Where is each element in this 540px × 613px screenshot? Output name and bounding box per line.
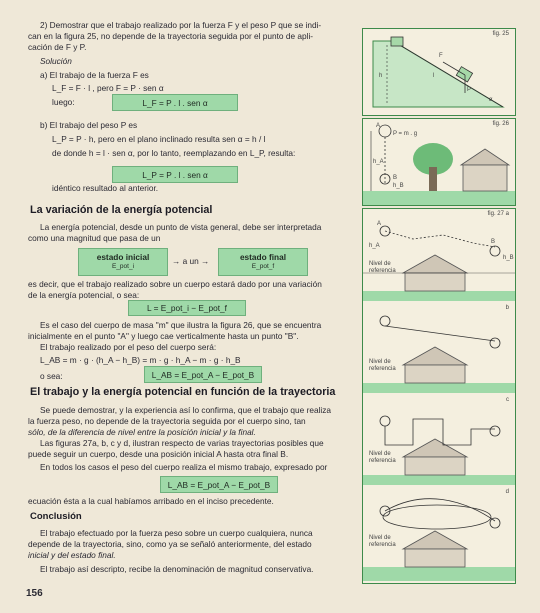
section1-p1-l1: La energía potencial, desde un punto de vista general, debe ser interpretada [40,222,322,232]
part-a-result-box: L_F = P . l . sen α [112,94,238,111]
section1-p2-l1: es decir, que el trabajo realizado sobre un cuerpo estará dado por una variación [28,279,322,289]
box-final-state [218,248,308,276]
section1-p2-l2: de la energía potencial, o sea: [28,290,140,300]
section1-p3-l3: El trabajo realizado por el peso del cuerpo será: [40,342,217,352]
fig27d-referencia: referencia [369,542,396,548]
fig27-sub-b: b [505,305,509,311]
box-initial-title: estado inicial [96,252,150,262]
conclusion-p1-l3: inicial y del estado final. [28,550,116,560]
figure-25 [362,28,516,116]
conclusion-title: Conclusión [30,511,82,522]
section2-p2-l2: puede seguir un cuerpo, desde una posición inicial A hasta otra final B. [28,449,289,459]
fig25-angle: α [489,97,493,103]
fig27-label: fig. 27 a [487,211,509,217]
fig27a-nivel: Nivel de [369,261,391,267]
fig25-height: h [379,73,383,79]
conclusion-p1-l2: depende de la trayectoria, sino, como ya se señaló anteriormente, del estado [28,539,312,549]
work-equation: L_AB = m · g · (h_A − h_B) = m · g · h_A − m · g · h_B [40,355,241,365]
problem2-line1: 2) Demostrar que el trabajo realizado por la fuerza F y el peso P que se indi- [40,20,322,30]
fig26-label: fig. 26 [492,121,509,127]
figure-27 [362,208,516,584]
part-a-luego: luego: [52,97,75,107]
fig27a-height-a: h_A [369,243,380,249]
fig27a-point-a: A [377,221,382,227]
energy-equation-box: L = E_pot_i − E_pot_f [128,300,246,316]
work-result-box: L_AB = E_pot_A − E_pot_B [144,366,262,383]
o-sea-label: o sea: [40,371,63,381]
fig26-height-b: h_B [393,183,404,189]
fig27b-nivel: Nivel de [369,359,391,365]
fig26-drawing [363,119,515,205]
fig26-weight: P = m . g [393,131,418,137]
section1-p3-l2: inicialmente en el punto "A" y luego cae verticalmente hasta un punto "B". [28,331,299,341]
fig27a-referencia: referencia [369,268,396,274]
part-b-eq2: de donde h = l · sen α, por lo tanto, reemplazando en L_P, resulta: [52,148,296,158]
section2-p1-l2: la fuerza peso, no depende de la trayectoria seguida por el cuerpo sino, tan [28,416,306,426]
trajectory-equation-box: L_AB = E_pot_A − E_pot_B [160,476,278,493]
solucion-label: Solución [40,56,72,66]
fig25-force: F [439,53,443,59]
problem2-line2: can en la figura 25, no depende de la trayectoria seguida por el punto de apli- [28,31,314,41]
fig25-weight: P [467,87,472,93]
part-a-eq1: L_F = F · l , pero F = P · sen α [52,83,164,93]
part-b-eq1: L_P = P · h, pero en el plano inclinado resulta sen α = h / l [52,134,266,144]
fig27-sub-d: d [505,489,509,495]
section2-p1-l3: sólo, de la diferencia de nivel entre la posición inicial y la final. [28,427,256,437]
section2-p4: ecuación ésta a la cual habíamos arribado en el inciso precedente. [28,496,274,506]
conclusion-p2: El trabajo así descripto, recibe la denominación de magnitud conservativa. [40,564,314,574]
fig27c-nivel: Nivel de [369,451,391,457]
arrow-text: → a un → [172,256,210,266]
fig25-label: fig. 25 [492,31,509,37]
figure-26 [362,118,516,206]
section1-title: La variación de la energía potencial [30,204,213,216]
section2-p3-l1: En todos los casos el peso del cuerpo realiza el mismo trabajo, expresado por [40,462,328,472]
section1-p1-l2: como una magnitud que pasa de un [28,233,161,243]
section2-p1-l1: Se puede demostrar, y la experiencia así lo confirma, que el trabajo que realiza [40,405,332,415]
box-initial-sub: E_pot_i [111,263,135,270]
fig27b-referencia: referencia [369,366,396,372]
fig25-length: l [433,73,435,79]
box-initial-state [78,248,168,276]
conclusion-p1-l1: El trabajo efectuado por la fuerza peso sobre un cuerpo cualquiera, nunca [40,528,313,538]
problem2-line3: cación de F y P. [28,42,87,52]
fig27c-referencia: referencia [369,458,396,464]
section2-p2-l1: Las figuras 27a, b, c y d, ilustran respecto de varias trayectorias posibles que [40,438,324,448]
section1-p3-l1: Es el caso del cuerpo de masa "m" que ilustra la figura 26, que se encuentra [40,320,322,330]
fig27-sub-c: c [506,397,509,403]
part-b-result: idéntico resultado al anterior. [52,183,159,193]
section2-title: El trabajo y la energía potencial en función de la trayectoria [30,386,336,398]
fig26-point-b: B [393,175,398,181]
box-final-title: estado final [239,252,287,262]
page-number: 156 [26,588,43,599]
fig26-point-a: A [376,123,381,129]
box-final-sub: E_pot_f [251,263,275,270]
part-b-result-box: L_P = P . l . sen α [112,166,238,183]
fig27d-nivel: Nivel de [369,535,391,541]
fig27a-point-b: B [491,239,496,245]
fig27a-height-b: h_B [503,255,514,261]
part-b-line: b) El trabajo del peso P es [40,120,138,130]
fig26-height-a: h_A [373,159,384,165]
part-a-line: a) El trabajo de la fuerza F es [40,70,149,80]
